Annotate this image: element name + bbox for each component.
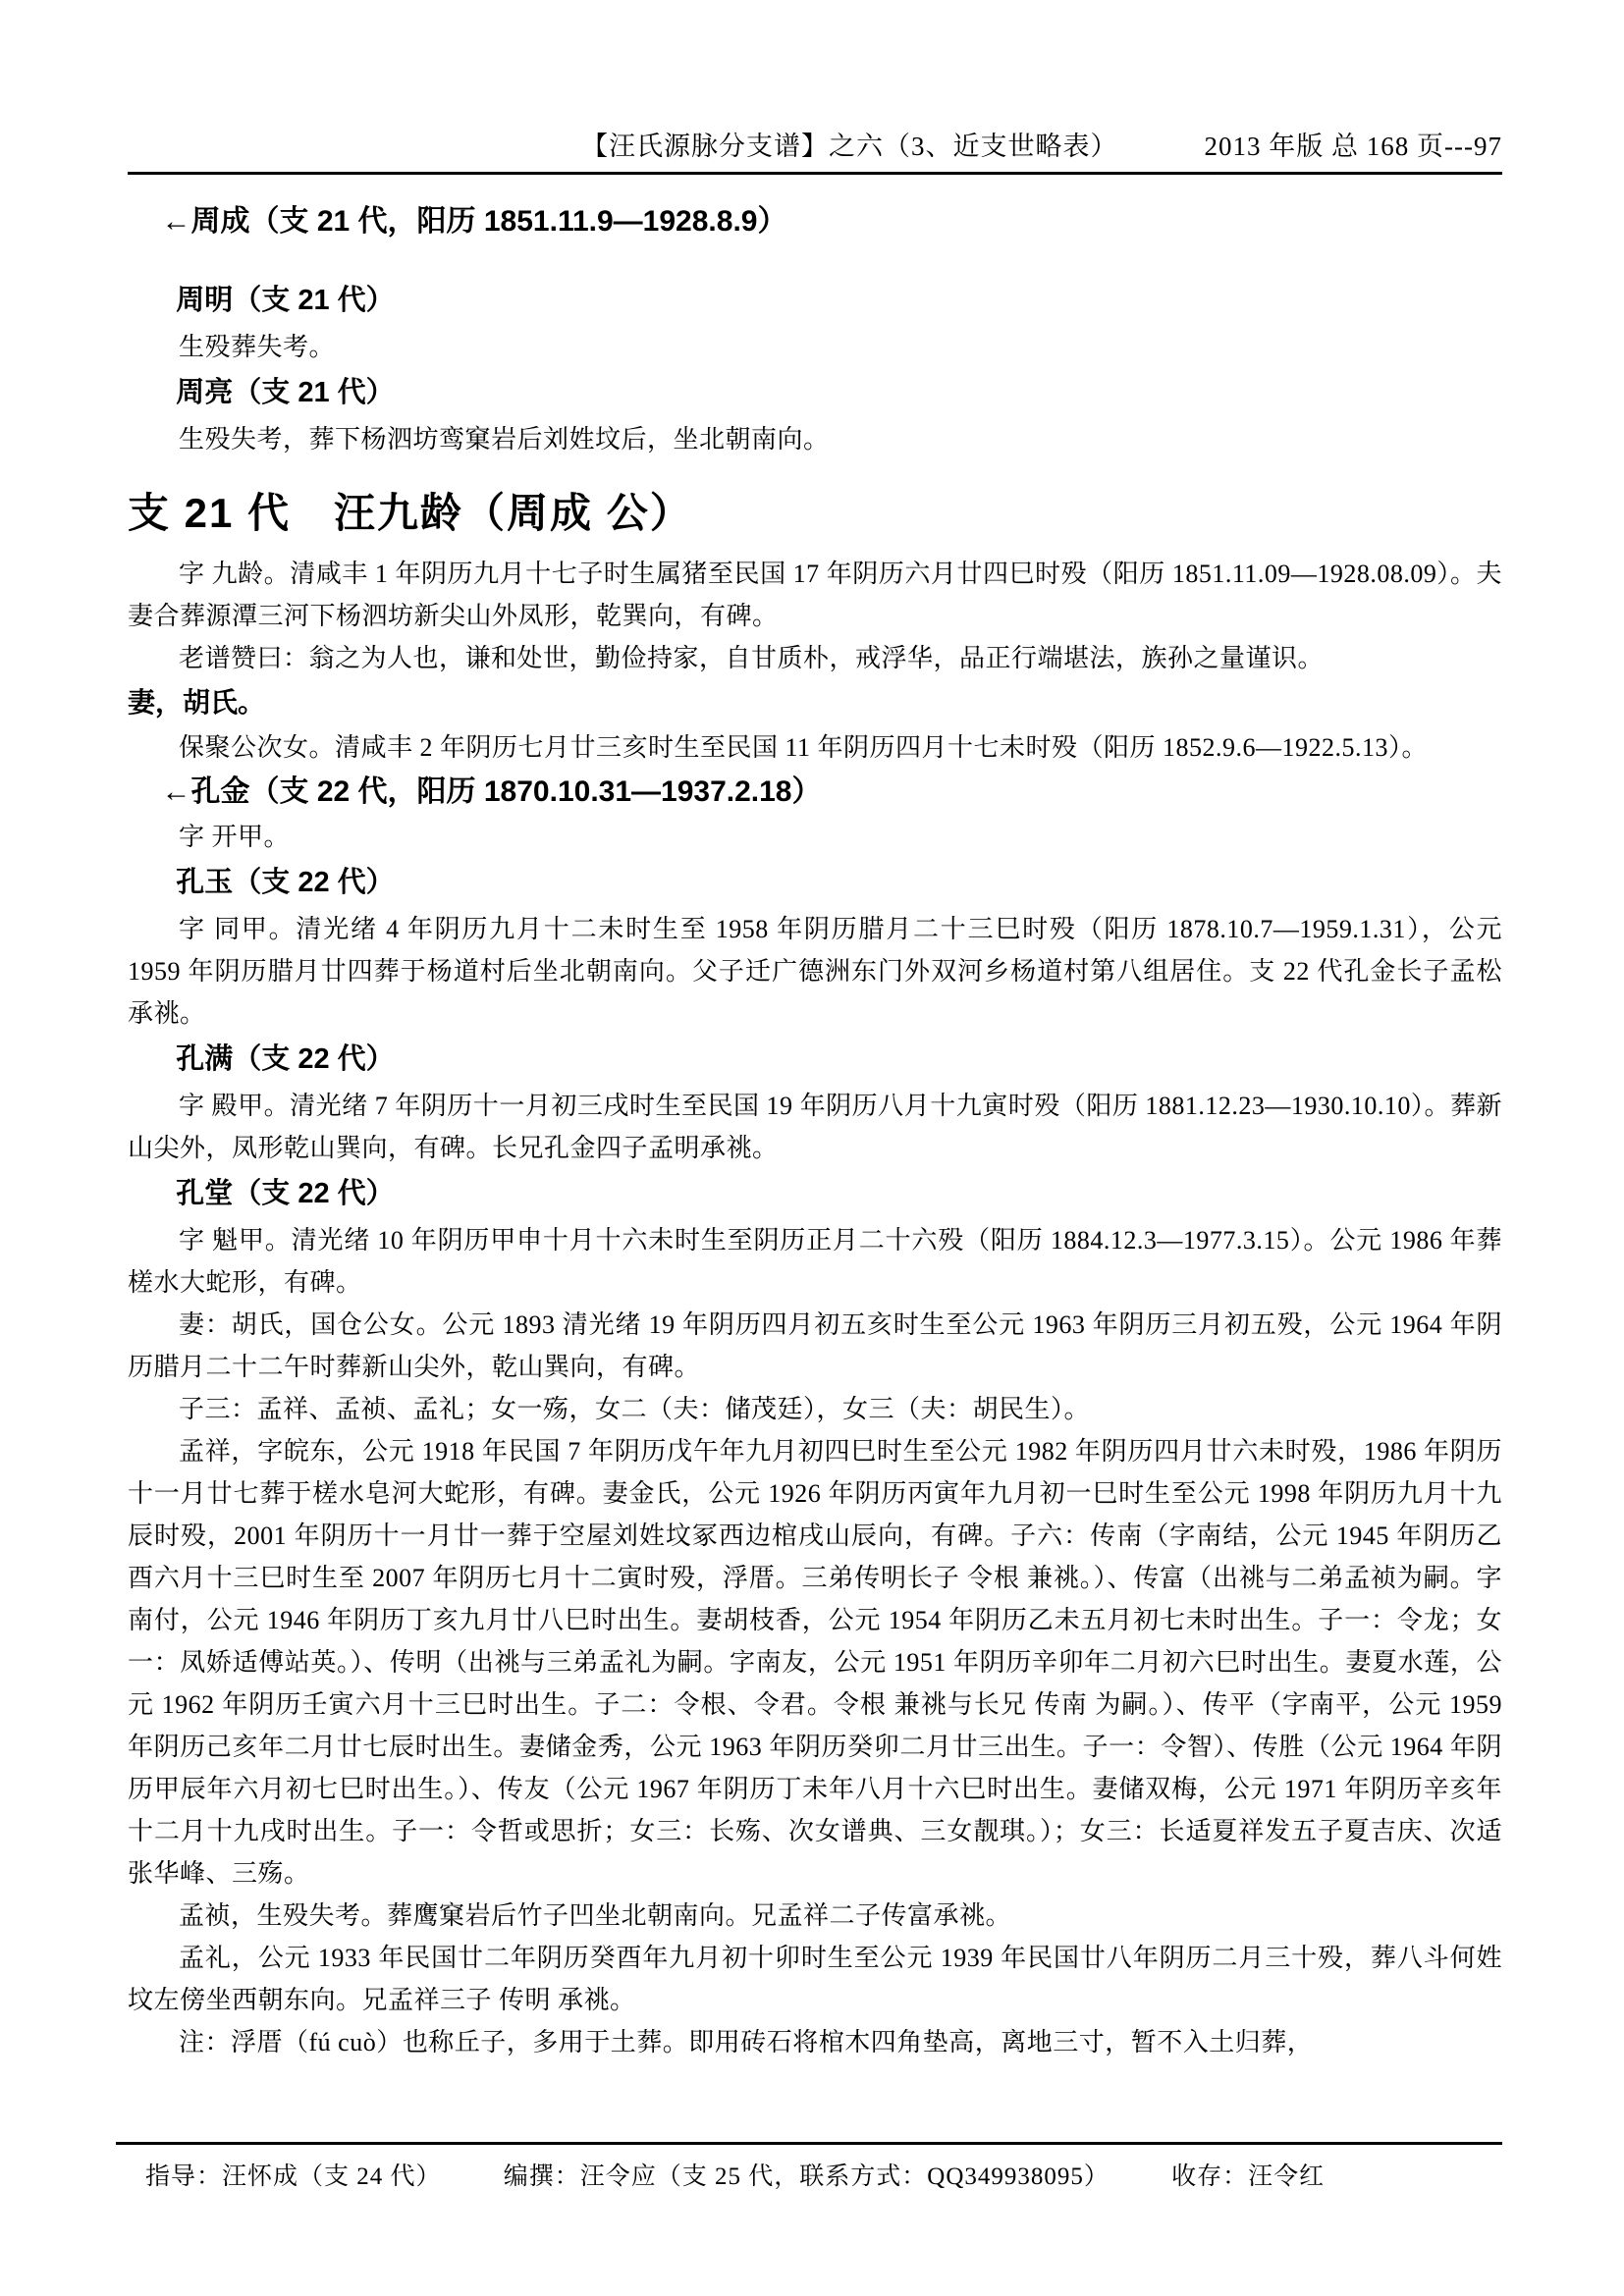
para-kongman-biography: 字 殿甲。清光绪 7 年阴历十一月初三戌时生至民国 19 年阴历八月十九寅时殁（阳历 1881.12.23—1930.10.10）。葬新山尖外，凤形乾山巽向，有碑。长兄孔金四子孟明承祧。: [128, 1092, 1502, 1162]
para-wife-hu-biography: 保聚公次女。清咸丰 2 年阴历七月廿三亥时生至民国 11 年阴历四月十七未时殁（阳历 1852.9.6—1922.5.13）。: [179, 733, 1429, 762]
entry-zhoucheng-back-reference: ←周成（支 21 代，阳历 1851.11.9—1928.8.9）: [161, 205, 787, 238]
para-mengxiang-biography: 孟祥，字皖东，公元 1918 年民国 7 年阴历戊午年九月初四巳时生至公元 1982 年阴历四月廿六未时殁，1986 年阴历十一月廿七葬于槎水皂河大蛇形，有碑。妻金氏，公元 1926 年阴历丙寅年九月初一巳时生至公元 1998 年阴历九月十九辰时殁，2001 年阴历十一月廿一葬于空屋刘姓坟冢西边棺戌山辰向，有碑。子六：传南（字南结，公元 1945 年阴历乙酉六月十三巳时生至 2007 年阴历七月十二寅时殁，浮厝。三弟传明长子 令根 兼祧。）、传富（出祧与二弟孟祯为嗣。字南付，公元 1946 年阴历丁亥九月廿八巳时出生。妻胡枝香，公元 1954 年阴历乙未五月初七未时出生。子一：令龙；女一：凤娇适傅站英。）、传明（出祧与三弟孟礼为嗣。字南友，公元 1951 年阴历辛卯年二月初六巳时出生。妻夏水莲，公元 1962 年阴历壬寅六月十三巳时出生。子二：令根、令君。令根 兼祧与长兄 传南 为嗣。）、传平（字南平，公元 1959 年阴历己亥年二月廿七辰时出生。妻储金秀，公元 1963 年阴历癸卯二月廿三出生。子一：令智）、传胜（公元 1964 年阴历甲辰年六月初七巳时出生。）、传友（公元 1967 年阴历丁未年八月十六巳时出生。妻储双梅，公元 1971 年阴历辛亥年十二月十九戌时出生。子一：令哲或思折；女三：长殇、次女谱典、三女靓琪。）；女三：长适夏祥发五子夏吉庆、次适张华峰、三殇。: [128, 1437, 1502, 1888]
wife-hu-heading: 妻，胡氏。: [128, 687, 266, 718]
footer-keeper: 收存：汪令红: [1171, 2163, 1326, 2190]
entry-kongtang-heading: 孔堂（支 22 代）: [176, 1178, 395, 1209]
page-header: [128, 126, 1502, 175]
para-old-genealogy-praise: 老谱赞曰：翁之为人也，谦和处世，勤俭持家，自甘质朴，戒浮华，品正行端堪法，族孙之量谨识。: [179, 644, 1325, 672]
page-body: [128, 198, 1502, 2063]
para-kongtang-wife: 妻：胡氏，国仓公女。公元 1893 清光绪 19 年阴历四月初五亥时生至公元 1963 年阴历三月初五殁，公元 1964 年阴历腊月二十二午时葬新山尖外，乾山巽向，有碑。: [128, 1310, 1502, 1381]
para-kongyu-biography: 字 同甲。清光绪 4 年阴历九月十二未时生至 1958 年阴历腊月二十三巳时殁（阳历 1878.10.7—1959.1.31），公元 1959 年阴历腊月廿四葬于杨道村后坐北朝南向。父子迁广德洲东门外双河乡杨道村第八组居住。支 22 代孔金长子孟松承祧。: [128, 915, 1502, 1028]
entry-kongman-heading: 孔满（支 22 代）: [176, 1043, 395, 1075]
para-kongtang-biography: 字 魁甲。清光绪 10 年阴历甲申十月十六未时生至阴历正月二十六殁（阳历 1884.12.3—1977.3.15）。公元 1986 年葬槎水大蛇形，有碑。: [128, 1226, 1502, 1297]
footer-director: 指导：汪怀成（支 24 代）: [145, 2163, 442, 2190]
para-note-fucuo-definition: 注：浮厝（fú cuò）也称丘子，多用于土葬。即用砖石将棺木四角垫高，离地三寸，暂不入土归葬，: [179, 2028, 1314, 2056]
header-title: 【汪氏源脉分支谱】之六（3、近支世略表）: [581, 132, 1118, 161]
entry-zhouliang-heading: 周亮（支 21 代）: [176, 377, 395, 408]
entry-zhouming-heading: 周明（支 21 代）: [176, 285, 395, 316]
generation-21-wangjiuling-heading: 支 21 代 汪九龄（周成 公）: [128, 490, 693, 536]
para-mengli-biography: 孟礼，公元 1933 年民国廿二年阴历癸酉年九月初十卯时生至公元 1939 年民国廿八年阴历二月三十殁，葬八斗何姓坟左傍坐西朝东向。兄孟祥三子 传明 承祧。: [128, 1944, 1502, 2014]
para-jiuling-biography: 字 九龄。清咸丰 1 年阴历九月十七子时生属猪至民国 17 年阴历六月廿四巳时殁（阳历 1851.11.09—1928.08.09）。夫妻合葬源潭三河下杨泗坊新尖山外凤形，乾巽向，有碑。: [128, 560, 1502, 630]
para-kongtang-children: 子三：孟祥、孟祯、孟礼；女一殇，女二（夫：储茂廷），女三（夫：胡民生）。: [179, 1395, 1091, 1423]
header-edition-page-number: 2013 年版 总 168 页---97: [1204, 132, 1502, 161]
para-mengzhen-biography: 孟祯，生殁失考。葬鹰窠岩后竹子凹坐北朝南向。兄孟祥二子传富承祧。: [179, 1901, 1012, 1930]
para-kongjin-courtesy-name: 字 开甲。: [179, 823, 291, 851]
entry-zhouliang-note: 生殁失考，葬下杨泗坊鸾窠岩后刘姓坟后，坐北朝南向。: [179, 425, 830, 454]
footer-editor: 编撰：汪令应（支 25 代，联系方式：QQ349938095）: [503, 2163, 1110, 2190]
entry-kongyu-heading: 孔玉（支 22 代）: [176, 867, 395, 898]
entry-kongjin-back-reference: ←孔金（支 22 代，阳历 1870.10.31—1937.2.18）: [161, 775, 822, 808]
footer-credits: [116, 2142, 1502, 2192]
entry-zhouming-note: 生殁葬失考。: [179, 333, 336, 361]
